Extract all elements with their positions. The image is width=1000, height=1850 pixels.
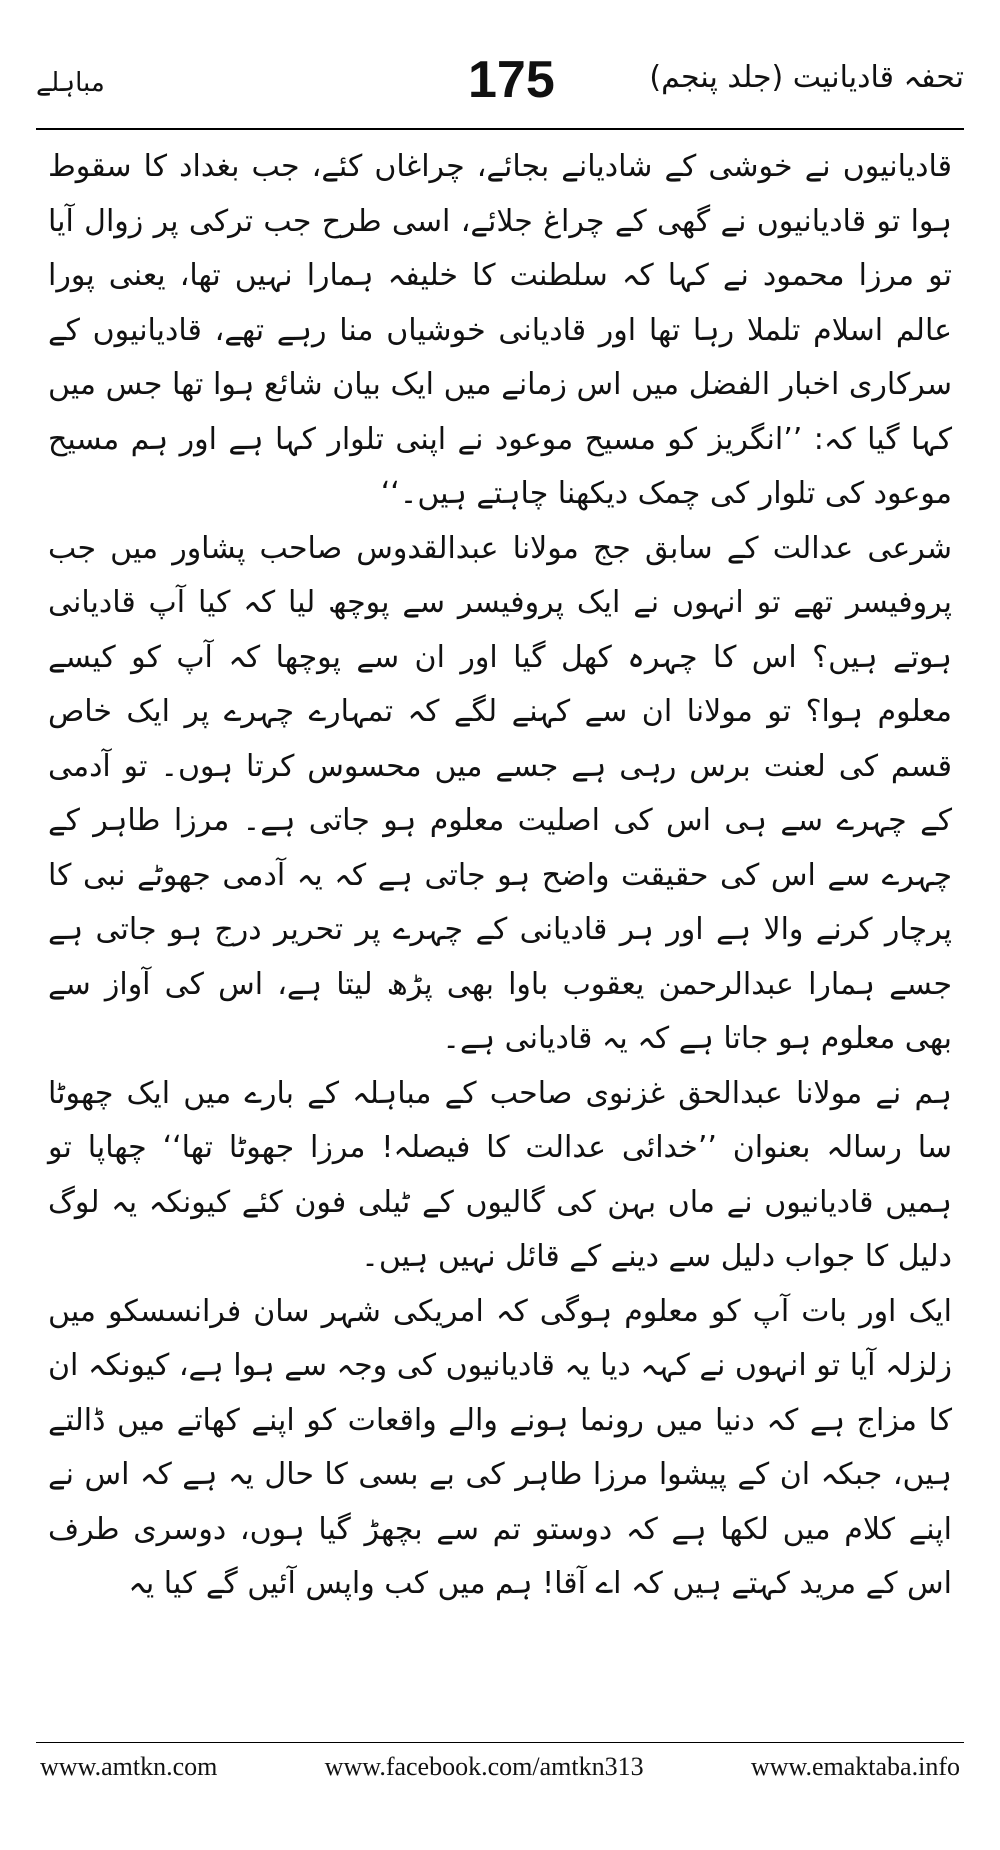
paragraph-4: ایک اور بات آپ کو معلوم ہوگی کہ امریکی شہر سان فرانسسکو میں زلزلہ آیا تو انہوں نے کہہ دیا یہ قادیانیوں کی وجہ سے ہوا ہے، کیونکہ ان کا مزاج ہے کہ دنیا میں رونما ہونے والے واقعات کو اپنے کھاتے میں ڈالتے ہیں، جبکہ ان کے پیشوا مرزا طاہر کی بے بسی کا حال یہ ہے کہ اس نے اپنے کلام میں لکھا ہے کہ دوستو تم سے بچھڑ گیا ہوں، دوسری طرف اس کے مرید کہتے ہیں کہ اے آقا! ہم میں کب واپس آئیں گے کیا یہ bbox=[48, 1293, 952, 1601]
page-number: 175 bbox=[468, 51, 555, 109]
book-title: تحفہ قادیانیت (جلد پنجم) bbox=[649, 60, 964, 95]
header-divider bbox=[36, 128, 964, 130]
paragraph-3: ہم نے مولانا عبدالحق غزنوی صاحب کے مباہلہ کے بارے میں ایک چھوٹا سا رسالہ بعنوان ’’خدائی عدالت کا فیصلہ! مرزا جھوٹا تھا‘‘ چھاپا تو ہمیں قادیانیوں نے ماں بہن کی گالیوں کے ٹیلی فون کئے کیونکہ یہ لوگ دلیل کا جواب دلیل سے دینے کے قائل نہیں ہیں۔ bbox=[48, 1075, 952, 1274]
page-header bbox=[36, 51, 964, 118]
paragraph-1: قادیانیوں نے خوشی کے شادیانے بجائے، چراغاں کئے، جب بغداد کا سقوط ہوا تو قادیانیوں نے گھی کے چراغ جلائے، اسی طرح جب ترکی پر زوال آیا تو مرزا محمود نے کہا کہ سلطنت کا خلیفہ ہمارا نہیں تھا، یعنی پورا عالم اسلام تلملا رہا تھا اور قادیانی خوشیاں منا رہے تھے، قادیانیوں کے سرکاری اخبار الفضل میں اس زمانے میں ایک بیان شائع ہوا تھا جس میں کہا گیا کہ: ’’انگریز کو مسیح موعود نے اپنی تلوار کہا ہے اور ہم مسیح موعود کی تلوار کی چمک دیکھنا چاہتے ہیں۔‘‘ bbox=[48, 149, 952, 511]
footer-link-emaktaba[interactable]: www.emaktaba.info bbox=[750, 1752, 960, 1781]
page-footer bbox=[40, 1752, 960, 1792]
body-text bbox=[48, 140, 952, 1612]
footer-link-facebook[interactable]: www.facebook.com/amtkn313 bbox=[324, 1752, 644, 1781]
paragraph-2: شرعی عدالت کے سابق جج مولانا عبدالقدوس صاحب پشاور میں جب پروفیسر تھے تو انہوں نے ایک پروفیسر سے پوچھ لیا کہ کیا آپ قادیانی ہوتے ہیں؟ اس کا چہرہ کھل گیا اور ان سے پوچھا کہ آپ کو کیسے معلوم ہوا؟ تو مولانا ان سے کہنے لگے کہ تمہارے چہرے پر ایک خاص قسم کی لعنت برس رہی ہے جسے میں محسوس کرتا ہوں۔ تو آدمی کے چہرے سے ہی اس کی اصلیت معلوم ہو جاتی ہے۔ مرزا طاہر کے چہرے سے اس کی حقیقت واضح ہو جاتی ہے کہ یہ آدمی جھوٹے نبی کا پرچار کرنے والا ہے اور ہر قادیانی کے چہرے پر تحریر درج ہو جاتی ہے جسے ہمارا عبدالرحمن یعقوب باوا بھی پڑھ لیتا ہے، اس کی آواز سے بھی معلوم ہو جاتا ہے کہ یہ قادیانی ہے۔ bbox=[48, 530, 952, 1056]
chapter-title: مباہلے bbox=[36, 68, 105, 98]
footer-divider bbox=[36, 1742, 964, 1743]
footer-link-amtkn[interactable]: www.amtkn.com bbox=[40, 1752, 218, 1781]
